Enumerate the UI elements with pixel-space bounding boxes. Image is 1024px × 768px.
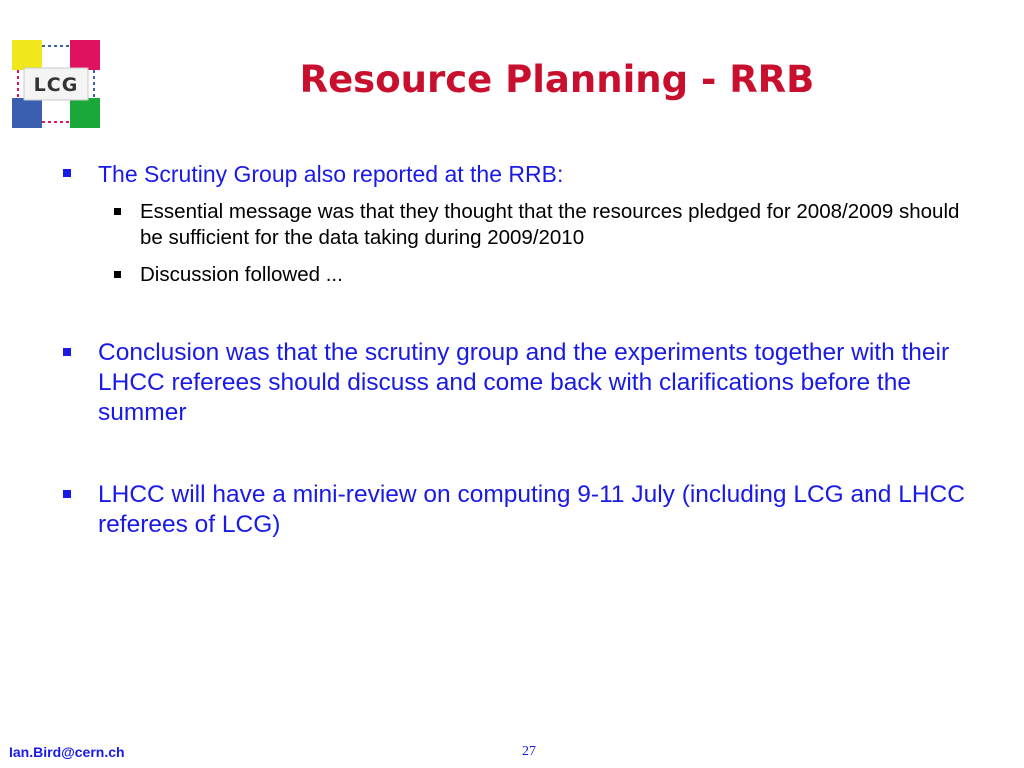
sub-bullet-text: Discussion followed ... xyxy=(140,263,343,286)
slide-title: Resource Planning - RRB xyxy=(299,58,815,101)
bullet-text: The Scrutiny Group also reported at the RRB: xyxy=(98,161,564,187)
logo-text: LCG xyxy=(33,74,79,96)
page-number: 27 xyxy=(522,744,536,759)
logo-red-square xyxy=(70,40,100,70)
sub-bullet-text: Essential message was that they thought that the resources pledged for 2008/2009 should be sufficient for the data taking during 2009/2010 xyxy=(140,200,960,249)
square-bullet-icon xyxy=(63,169,71,177)
square-bullet-icon xyxy=(63,490,71,498)
bullet-text: LHCC will have a mini-review on computing 9-11 July (including LCG and LHCC referees of LCG) xyxy=(98,481,965,538)
bullet-item-3 xyxy=(98,480,978,540)
square-bullet-icon xyxy=(114,208,121,215)
bullet-text: Conclusion was that the scrutiny group and the experiments together with their LHCC referees should discuss and come back with clarifications before the summer xyxy=(98,339,950,426)
square-bullet-icon xyxy=(63,348,71,356)
bullet-item-1 xyxy=(98,160,978,188)
lcg-logo xyxy=(10,38,102,130)
sub-bullet-item-2 xyxy=(140,262,970,288)
sub-bullet-item-1 xyxy=(140,199,970,251)
logo-green-square xyxy=(70,98,100,128)
footer-email[interactable]: Ian.Bird@cern.ch xyxy=(9,744,125,760)
bullet-item-2 xyxy=(98,338,978,428)
logo-blue-square xyxy=(12,98,42,128)
logo-yellow-square xyxy=(12,40,42,70)
square-bullet-icon xyxy=(114,271,121,278)
